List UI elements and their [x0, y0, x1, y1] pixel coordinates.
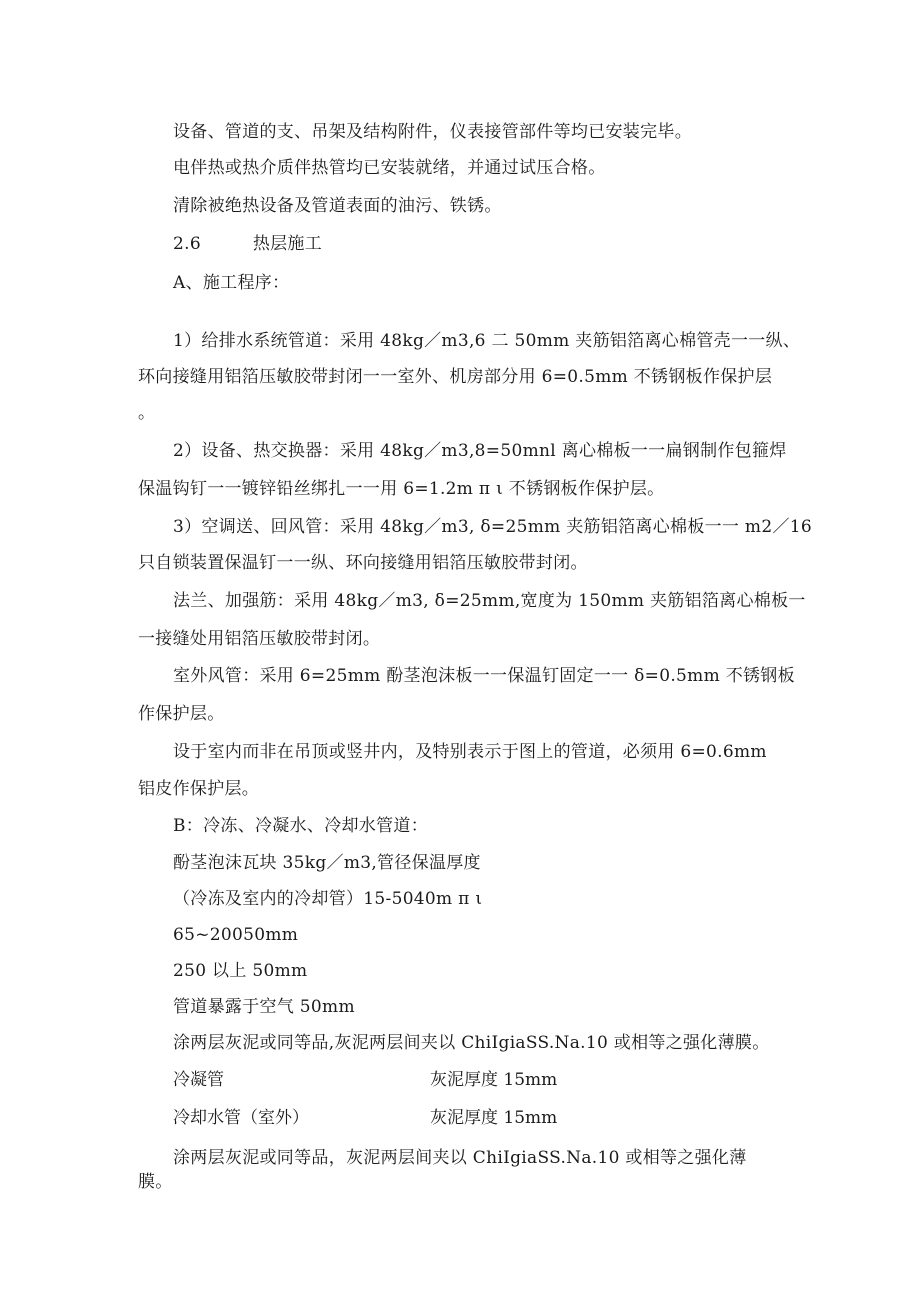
paragraph-line: 法兰、加强筋：采用 48kg／m3, δ=25mm,宽度为 150mm 夹筋铝箔离心棉板一: [173, 591, 806, 611]
paragraph-line: 酚茎泡沫瓦块 35kg／m3,管径保温厚度: [173, 853, 481, 873]
paragraph-line: 。: [138, 403, 156, 423]
section-heading: 2.6 热层施工: [173, 234, 323, 254]
table-row-value: 灰泥厚度 15mm: [430, 1108, 558, 1128]
paragraph-line: 室外风管：采用 6=25mm 酚茎泡沫板一一保温钉固定一一 δ=0.5mm 不锈钢板: [173, 666, 795, 686]
paragraph-line: 250 以上 50mm: [173, 961, 308, 981]
paragraph-line: 作保护层。: [138, 704, 225, 724]
subsection-heading: A、施工程序：: [173, 273, 290, 293]
paragraph-line: 设备、管道的支、吊架及结构附件，仪表接管部件等均已安装完毕。: [173, 122, 692, 142]
paragraph-line: 一接缝处用铝箔压敏胶带封闭。: [138, 629, 381, 649]
paragraph-line: 膜。: [138, 1172, 173, 1192]
table-row-value: 灰泥厚度 15mm: [430, 1070, 558, 1090]
paragraph-line: 3）空调送、回风管：采用 48kg／m3, δ=25mm 夹筋铝箔离心棉板一一 m2／16: [173, 517, 813, 537]
paragraph-line: 清除被绝热设备及管道表面的油污、铁锈。: [173, 196, 502, 216]
paragraph-line: 环向接缝用铝箔压敏胶带封闭一一室外、机房部分用 6=0.5mm 不锈钢板作保护层: [138, 367, 773, 387]
paragraph-line: （冷冻及室内的冷却管）15-5040m π ι: [173, 889, 483, 909]
paragraph-line: 管道暴露于空气 50mm: [173, 997, 355, 1017]
table-row-label: 冷凝管: [173, 1070, 224, 1090]
paragraph-line: 保温钩钉一一镀锌铅丝绑扎一一用 6=1.2m π ι 不锈钢板作保护层。: [138, 479, 665, 499]
paragraph-line: 涂两层灰泥或同等品，灰泥两层间夹以 ChiIgiaSS.Na.10 或相等之强化薄: [173, 1148, 747, 1168]
paragraph-line: 只自锁装置保温钉一一纵、环向接缝用铝箔压敏胶带封闭。: [138, 553, 588, 573]
subsection-heading: B：冷冻、冷凝水、冷却水管道：: [173, 816, 428, 836]
paragraph-line: 涂两层灰泥或同等品,灰泥两层间夹以 ChiIgiaSS.Na.10 或相等之强化薄膜。: [173, 1033, 770, 1053]
paragraph-line: 1）给排水系统管道：采用 48kg／m3,6 二 50mm 夹筋铝箔离心棉管壳一一纵、: [173, 331, 801, 351]
paragraph-line: 铝皮作保护层。: [138, 779, 260, 799]
paragraph-line: 电伴热或热介质伴热管均已安装就绪，并通过试压合格。: [173, 158, 606, 178]
table-row-label: 冷却水管（室外）: [173, 1108, 309, 1128]
paragraph-line: 2）设备、热交换器：采用 48kg／m3,8=50mnl 离心棉板一一扁钢制作包箍焊: [173, 441, 787, 461]
paragraph-line: 设于室内而非在吊顶或竖井内，及特别表示于图上的管道，必须用 6=0.6mm: [173, 742, 767, 762]
paragraph-line: 65~20050mm: [173, 925, 299, 945]
